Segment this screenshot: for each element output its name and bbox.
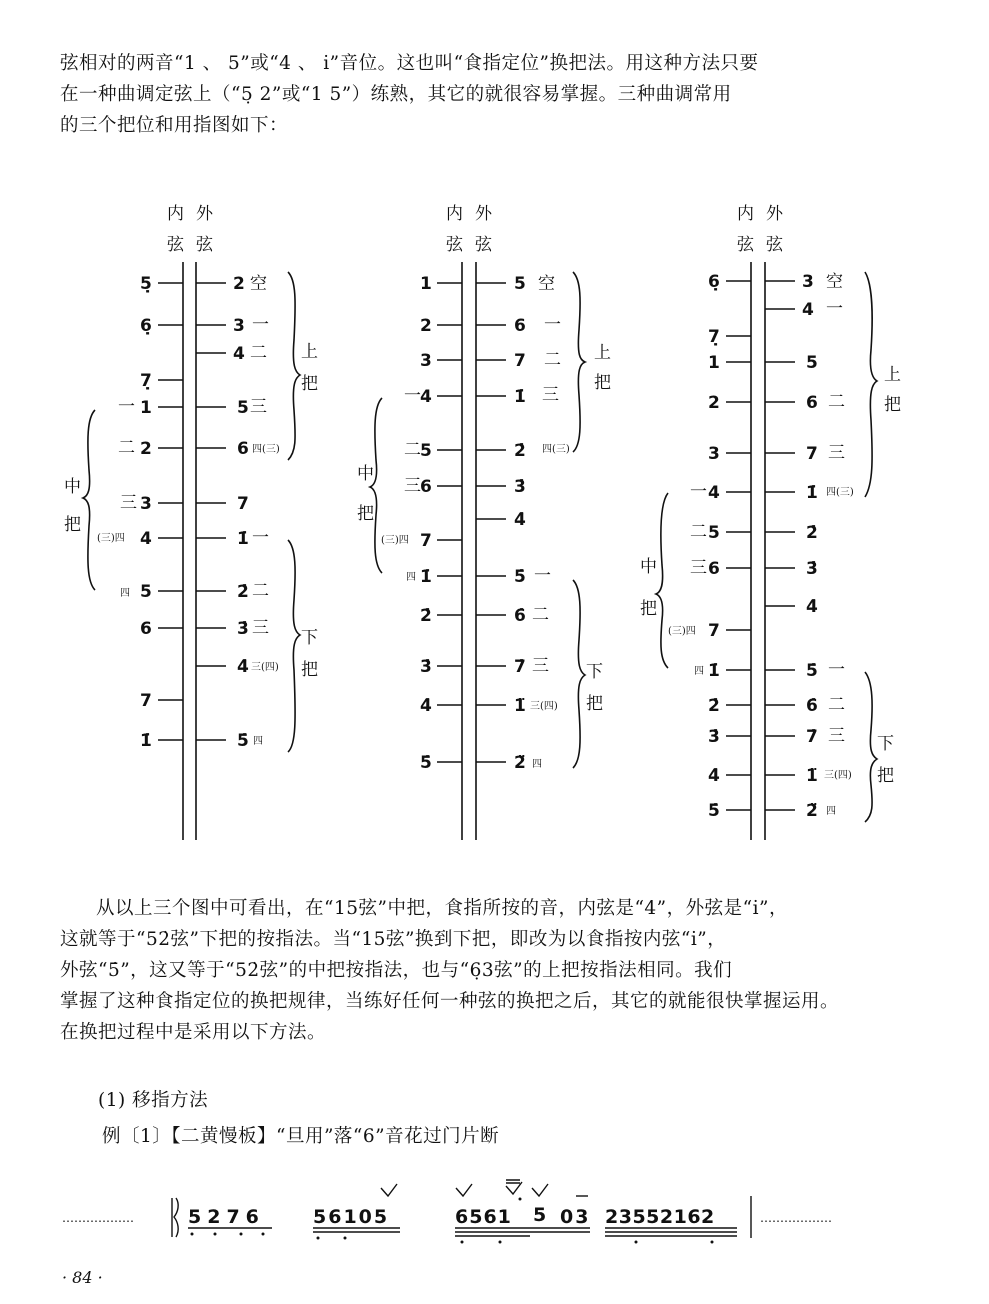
d2-outer-note: 2̇ <box>514 441 526 461</box>
d3-outer-finger: 三 <box>828 726 845 746</box>
diagram-1-middle-bracket <box>83 410 95 590</box>
d3-outer-note: 6̇ <box>806 696 818 716</box>
d1-inner-note: 1̇ <box>140 731 152 751</box>
d3-outer-finger: 四(三) <box>826 487 854 498</box>
d2-inner-note: 3 <box>420 351 432 371</box>
d1-inner-finger: (三)四 <box>97 533 125 544</box>
d3-outer-note: 4 <box>802 300 814 320</box>
d1-outer-finger: 二 <box>250 343 267 363</box>
d2-outer-finger: 二 <box>532 605 549 625</box>
d2-outer-finger: 三(四) <box>530 701 558 712</box>
body-line-2: 这就等于“52̇弦”下把的按指法。当“15弦”换到下把，即改为以食指按内弦“i̇”， <box>60 929 727 950</box>
d1-outer-note: 3̇ <box>237 619 249 639</box>
d1-outer-note: 4̇ <box>237 657 249 677</box>
d3-outer-note: 7 <box>806 444 818 464</box>
body-line-4: 掌握了这种食指定位的换把规律，当练好任何一种弦的换把之后，其它的就能很快掌握运用。 <box>60 991 840 1012</box>
d3-outer-note: 5 <box>806 353 818 373</box>
d2-outer-note: 6 <box>514 316 526 336</box>
d3-inner-finger: 一 <box>690 482 707 502</box>
d3-outer-note: 5̇ <box>806 661 818 681</box>
d2-inner-finger: 二 <box>404 440 421 460</box>
d3-inner-note: 4̇ <box>708 766 720 786</box>
d2-outer-note: 7 <box>514 351 526 371</box>
d3-inner-note: 5̇ <box>708 801 720 821</box>
d2-outer-note: 5̇ <box>514 567 526 587</box>
d2-inner-note: 6 <box>420 477 432 497</box>
d2-outer-finger: 一 <box>534 566 551 586</box>
d2-inner-note: 2̇ <box>420 606 432 626</box>
d2-position-middle: 中把 <box>357 464 374 524</box>
body-line-1: 从以上三个图中可看出，在“15弦”中把，食指所按的音，内弦是“4”，外弦是“i̇”， <box>96 898 788 919</box>
d2-inner-note: 2 <box>420 316 432 336</box>
diagram-3-header-inner: 内 <box>737 204 754 224</box>
d2-inner-note: 4̇ <box>420 696 432 716</box>
notation-leader-left: ……………… <box>62 1211 134 1225</box>
d2-outer-finger: 四(三) <box>542 444 570 455</box>
d1-inner-note: 1 <box>140 398 152 418</box>
d1-inner-note: 6̣ <box>140 316 152 336</box>
d1-outer-note: 5̇ <box>237 731 249 751</box>
d1-outer-finger: 四 <box>253 736 263 747</box>
d2-outer-note: 6̇ <box>514 606 526 626</box>
d1-outer-note: 6 <box>237 439 249 459</box>
d2-inner-finger: 四 <box>406 572 416 583</box>
d1-outer-note: 3 <box>233 316 245 336</box>
d1-position-upper: 上把 <box>301 342 318 394</box>
diagram-3-header-string-a: 弦 <box>737 235 754 255</box>
notation-group-2: 56105 <box>313 1206 390 1228</box>
notation-group-3: 6561 <box>455 1206 512 1228</box>
d3-inner-note: 7̣ <box>708 327 720 347</box>
d3-outer-note: 6 <box>806 393 818 413</box>
d2-outer-note: 1̈ <box>514 696 526 716</box>
d3-outer-note: 7̇ <box>806 727 818 747</box>
d3-outer-note: 1̈ <box>806 766 818 786</box>
diagram-2-header-string-b: 弦 <box>475 235 492 255</box>
diagram-3-header-outer: 外 <box>766 204 783 224</box>
example-caption: 例〔1〕【二黄慢板】“旦用”落“6”音花过门片断 <box>102 1126 500 1147</box>
d2-outer-finger: 二 <box>544 350 561 370</box>
diagram-1-header-outer: 外 <box>196 204 213 224</box>
d1-inner-finger: 二 <box>118 438 135 458</box>
d1-inner-note: 3 <box>140 494 152 514</box>
diagram-3-upper-bracket <box>865 272 877 497</box>
diagram-1-lower-bracket <box>288 540 300 752</box>
diagram-1-upper-bracket <box>288 272 300 460</box>
d3-outer-note: 2̈ <box>806 801 818 821</box>
d1-inner-note: 6 <box>140 619 152 639</box>
d2-outer-finger: 一 <box>544 315 561 335</box>
d2-inner-note: 4 <box>420 387 432 407</box>
d3-outer-finger: 三 <box>828 443 845 463</box>
diagram-2-header-outer: 外 <box>475 204 492 224</box>
d2-inner-note: 3̇ <box>420 657 432 677</box>
d3-inner-note: 6 <box>708 559 720 579</box>
d2-position-upper: 上把 <box>594 343 611 393</box>
d3-position-upper: 上把 <box>884 365 901 415</box>
notation-group-6: 23552162 <box>605 1206 715 1228</box>
diagram-2-header-inner: 内 <box>446 204 463 224</box>
d3-inner-finger: 二 <box>690 522 707 542</box>
d2-inner-finger: 一 <box>404 386 421 406</box>
d3-outer-note: 3̇ <box>806 559 818 579</box>
d2-inner-finger: 三 <box>404 476 421 496</box>
d3-inner-note: 3 <box>708 444 720 464</box>
d3-outer-finger: 一 <box>828 660 845 680</box>
body-line-3: 外弦“5̇”，这又等于“52̇弦”的中把按指法，也与“6̣3弦”的上把按指法相同。我们 <box>60 960 733 981</box>
d3-inner-note: 2 <box>708 393 720 413</box>
d2-inner-note: 1 <box>420 274 432 294</box>
diagram-2-upper-bracket <box>573 272 585 452</box>
d1-outer-finger: 三(四) <box>251 662 279 673</box>
d3-inner-note: 5 <box>708 523 720 543</box>
diagram-3-lower-bracket <box>865 672 877 822</box>
intro-line-1: 弦相对的两音“1 、 5”或“4 、 i̇”音位。这也叫“食指定位”换把法。用这种方法只要 <box>60 53 759 74</box>
d2-inner-note: 5 <box>420 441 432 461</box>
d1-inner-note: 7 <box>140 691 152 711</box>
d1-inner-note: 4 <box>140 529 152 549</box>
d3-inner-note: 4 <box>708 483 720 503</box>
section-heading: (1) 移指方法 <box>98 1090 209 1111</box>
d3-outer-finger: 三(四) <box>824 770 852 781</box>
d2-inner-finger: (三)四 <box>381 535 409 546</box>
d3-inner-finger: (三)四 <box>668 626 696 637</box>
d1-outer-note: 7 <box>237 494 249 514</box>
d1-outer-note: 1̇ <box>237 529 249 549</box>
d2-inner-note: 1̇ <box>420 567 432 587</box>
diagram-2-lower-bracket <box>573 580 585 768</box>
d1-outer-finger: 二 <box>252 581 269 601</box>
d1-outer-note: 2̇ <box>237 582 249 602</box>
d3-outer-note: 4̇ <box>806 597 818 617</box>
d3-inner-finger: 四 <box>694 666 704 677</box>
d1-inner-note: 5 <box>140 582 152 602</box>
d3-outer-note: 1̇ <box>806 483 818 503</box>
d1-outer-finger: 一 <box>252 528 269 548</box>
d3-inner-note: 3̇ <box>708 727 720 747</box>
d3-outer-finger: 二 <box>828 392 845 412</box>
d2-outer-finger: 空 <box>538 274 555 294</box>
diagram-2-header-string-a: 弦 <box>446 235 463 255</box>
d1-inner-note: 2 <box>140 439 152 459</box>
d2-outer-note: 4̇ <box>514 510 526 530</box>
d3-outer-note: 3 <box>802 272 814 292</box>
d2-outer-note: 1̇ <box>514 387 526 407</box>
diagram-1-header-string-b: 弦 <box>196 235 213 255</box>
d3-inner-note: 6̣ <box>708 272 720 292</box>
d1-inner-note: 7̣ <box>140 371 152 391</box>
d2-outer-finger: 三 <box>532 656 549 676</box>
d3-outer-note: 2̇ <box>806 523 818 543</box>
d2-position-lower: 下把 <box>586 662 603 714</box>
d2-outer-note: 3̇ <box>514 477 526 497</box>
d1-inner-note: 5̣ <box>140 274 152 294</box>
d3-outer-finger: 空 <box>826 272 843 292</box>
notation-group-1: 5276 <box>188 1206 265 1228</box>
d2-outer-note: 5 <box>514 274 526 294</box>
notation-leader-right: ……………… <box>760 1211 832 1225</box>
diagram-1-header-inner: 内 <box>167 204 184 224</box>
d2-outer-note: 2̈ <box>514 753 526 773</box>
d3-inner-finger: 三 <box>690 558 707 578</box>
d1-outer-finger: 四(三) <box>252 444 280 455</box>
diagram-1-header-string-a: 弦 <box>167 235 184 255</box>
d3-inner-note: 1̇ <box>708 661 720 681</box>
d3-inner-note: 1 <box>708 353 720 373</box>
body-paragraph <box>60 893 930 1048</box>
d1-position-middle: 中把 <box>64 477 81 535</box>
d1-outer-finger: 一 <box>252 315 269 335</box>
d2-outer-finger: 四 <box>532 759 542 770</box>
d3-outer-finger: 二 <box>828 695 845 715</box>
d1-inner-finger: 一 <box>118 397 135 417</box>
d3-position-middle: 中把 <box>640 557 657 619</box>
d1-outer-note: 5 <box>237 398 249 418</box>
d1-inner-finger: 三 <box>120 493 137 513</box>
d3-inner-note: 2̇ <box>708 696 720 716</box>
d1-outer-note: 4 <box>233 344 245 364</box>
d2-outer-finger: 三 <box>542 385 559 405</box>
d1-outer-finger: 三 <box>252 618 269 638</box>
diagram-3-header-string-b: 弦 <box>766 235 783 255</box>
notation-group-5: 03 <box>560 1206 591 1228</box>
d1-outer-finger: 三 <box>250 397 267 417</box>
d2-outer-note: 7̇ <box>514 657 526 677</box>
d3-outer-finger: 一 <box>826 299 843 319</box>
d1-position-lower: 下把 <box>301 628 318 680</box>
page-number: · 84 · <box>62 1268 103 1287</box>
intro-line-3: 的三个把位和用指图如下： <box>60 115 289 136</box>
body-line-5: 在换把过程中是采用以下方法。 <box>60 1022 327 1043</box>
d2-inner-note: 5̇ <box>420 753 432 773</box>
d1-outer-finger: 空 <box>250 274 267 294</box>
d2-inner-note: 7 <box>420 531 432 551</box>
notation-group-4: 5 <box>533 1204 547 1226</box>
d1-inner-finger: 四 <box>120 588 130 599</box>
d3-position-lower: 下把 <box>877 734 894 786</box>
intro-line-2: 在一种曲调定弦上（“5̣ 2”或“1 5”）练熟，其它的就很容易掌握。三种曲调常用 <box>60 84 732 105</box>
d3-inner-note: 7 <box>708 621 720 641</box>
d3-outer-finger: 四 <box>826 806 836 817</box>
d1-outer-note: 2 <box>233 274 245 294</box>
